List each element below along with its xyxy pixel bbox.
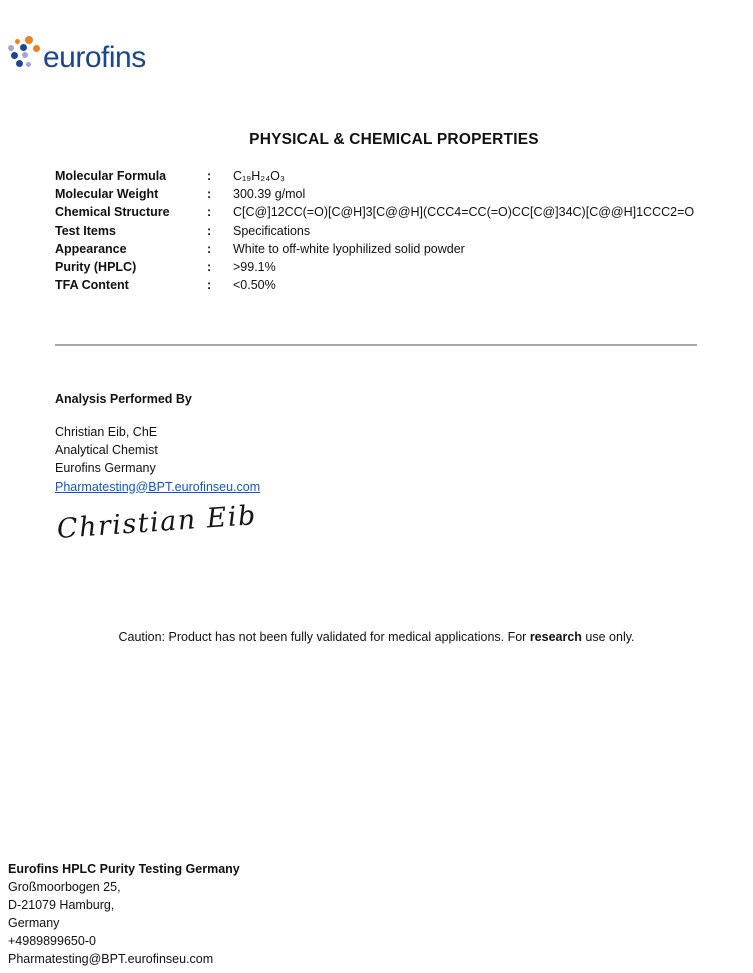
footer-address-line-1: Großmoorbogen 25, <box>8 880 121 894</box>
logo-dot <box>11 52 18 59</box>
property-separator: : <box>207 223 212 238</box>
property-separator: : <box>207 278 212 293</box>
property-value: Specifications <box>233 223 311 238</box>
footer-phone: +4989899650-0 <box>8 934 96 948</box>
analyst-organization: Eurofins Germany <box>55 461 156 476</box>
property-row <box>55 203 753 221</box>
analyst-email-link[interactable]: Pharmatesting@BPT.eurofinseu.com <box>55 479 261 494</box>
property-separator: : <box>207 169 212 184</box>
section-divider <box>55 344 697 346</box>
footer-address-line-3: Germany <box>8 916 60 930</box>
property-label: Chemical Structure <box>55 205 170 220</box>
property-label: Appearance <box>55 241 127 256</box>
logo-dot <box>15 39 20 44</box>
property-label: TFA Content <box>55 278 129 293</box>
logo-dot <box>16 60 23 67</box>
property-label: Molecular Weight <box>55 187 159 202</box>
logo-dots-icon <box>0 0 48 72</box>
analyst-block <box>55 423 260 496</box>
page-title: PHYSICAL & CHEMICAL PROPERTIES <box>249 131 539 148</box>
property-separator: : <box>207 187 212 202</box>
footer-address-block <box>8 860 240 968</box>
analyst-title: Analytical Chemist <box>55 443 158 458</box>
property-row <box>55 240 753 258</box>
property-separator: : <box>207 241 212 256</box>
property-row <box>55 185 753 203</box>
property-value: <0.50% <box>233 278 276 293</box>
footer-email: Pharmatesting@BPT.eurofinseu.com <box>8 952 214 966</box>
footer-company: Eurofins HPLC Purity Testing Germany <box>8 862 240 876</box>
property-value: 300.39 g/mol <box>233 187 306 202</box>
logo-wordmark: eurofins <box>43 41 146 74</box>
logo-dot <box>33 45 40 52</box>
property-separator: : <box>207 260 212 275</box>
property-row <box>55 167 753 185</box>
logo-dot <box>25 36 33 44</box>
caution-emphasis: research <box>529 630 582 644</box>
signature: Christian Eib <box>55 500 258 545</box>
property-label: Test Items <box>55 223 116 238</box>
property-row <box>55 258 753 276</box>
caution-text: Caution: Product has not been fully validated for medical applications. For <box>118 630 530 644</box>
analyst-name: Christian Eib, ChE <box>55 425 158 439</box>
properties-table <box>55 167 753 294</box>
property-label: Molecular Formula <box>55 169 167 184</box>
property-row <box>55 222 753 240</box>
logo-dot <box>22 52 28 58</box>
property-label: Purity (HPLC) <box>55 260 137 275</box>
property-value: White to off-white lyophilized solid powder <box>233 241 465 256</box>
logo-dot <box>8 45 14 51</box>
caution-note <box>0 630 753 644</box>
eurofins-logo <box>0 0 220 90</box>
logo-dot <box>20 44 27 51</box>
logo-dot <box>26 62 31 67</box>
property-value: C[C@]12CC(=O)[C@H]3[C@@H](CCC4=CC(=O)CC[C@]34C)[C@@H]1CCC2=O <box>233 205 695 220</box>
analysis-heading: Analysis Performed By <box>55 392 192 406</box>
footer-address-line-2: D-21079 Hamburg, <box>8 898 115 912</box>
property-value: C₁₉H₂₄O₃ <box>233 169 285 184</box>
property-row <box>55 276 753 294</box>
property-separator: : <box>207 205 212 220</box>
caution-text-suffix: use only. <box>581 630 635 644</box>
property-value: >99.1% <box>233 260 276 275</box>
